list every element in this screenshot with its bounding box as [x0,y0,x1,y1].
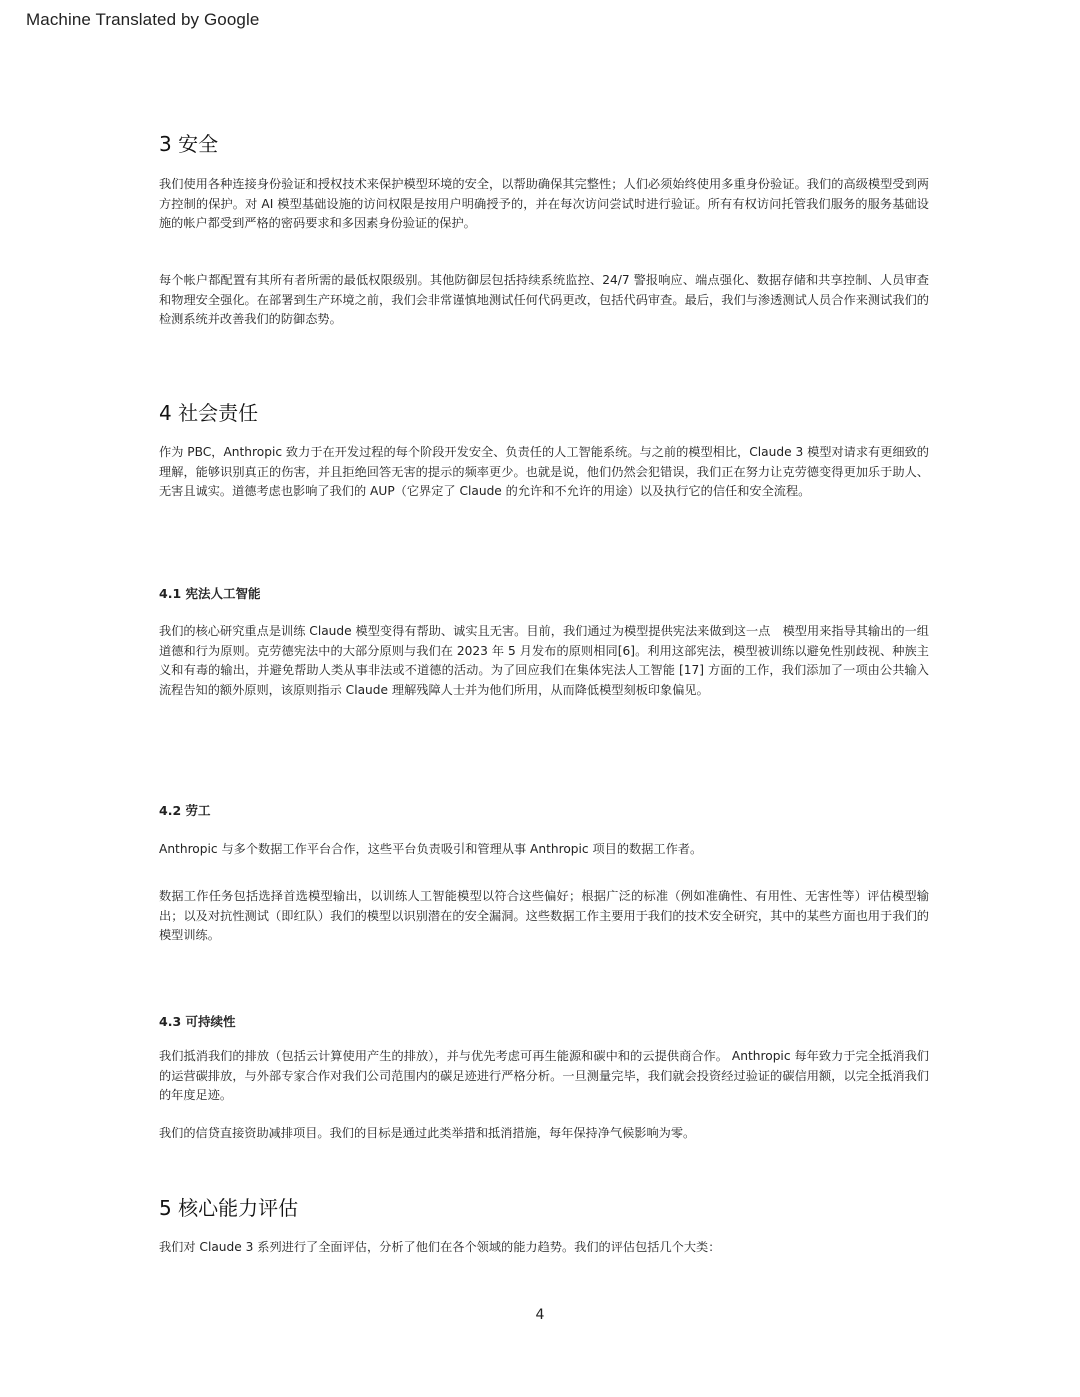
section-4-paragraph-1: 作为 PBC，Anthropic 致力于在开发过程的每个阶段开发安全、负责任的人工智能系统。与之前的模型相比，Claude 3 模型对请求有更细致的理解，能够识别真正的伤害，并且拒绝回答无害的提示的频率更少。也就是说，他们仍然会犯错误，我们正在努力让克劳德变得更加乐于助人、无害且诚实。道德考虑也影响了我们的 AUP（它界定了 Claude 的允许和不允许的用途）以及执行它的信任和安全流程。 [159,445,929,498]
section-3-paragraph-1: 我们使用各种连接身份验证和授权技术来保护模型环境的安全，以帮助确保其完整性；人们必须始终使用多重身份验证。我们的高级模型受到两方控制的保护。对 AI 模型基础设施的访问权限是按用户明确授予的，并在每次访问尝试时进行验证。所有有权访问托管我们服务的服务基础设施的帐户都受到严格的密码要求和多因素身份验证的保护。 [159,177,929,230]
section-4-2-paragraph-2: 数据工作任务包括选择首选模型输出，以训练人工智能模型以符合这些偏好；根据广泛的标准（例如准确性、有用性、无害性等）评估模型输出；以及对抗性测试（即红队）我们的模型以识别潜在的安全漏洞。这些数据工作主要用于我们的技术安全研究，其中的某些方面也用于我们的模型训练。 [159,889,929,942]
section-5-heading: 5 核心能力评估 [159,1196,299,1220]
section-4-2-heading: 4.2 劳工 [159,803,211,818]
section-4-heading: 4 社会责任 [159,401,259,425]
section-4-1-heading: 4.1 宪法人工智能 [159,586,261,601]
section-5-paragraph-1: 我们对 Claude 3 系列进行了全面评估，分析了他们在各个领域的能力趋势。我们的评估包括几个大类： [159,1240,721,1254]
machine-translation-banner: Machine Translated by Google [26,10,260,29]
section-4-3-paragraph-2: 我们的信贷直接资助减排项目。我们的目标是通过此类举措和抵消措施，每年保持净气候影响为零。 [159,1126,696,1140]
section-4-3-paragraph-1: 我们抵消我们的排放（包括云计算使用产生的排放），并与优先考虑可再生能源和碳中和的云提供商合作。 Anthropic 每年致力于完全抵消我们的运营碳排放，与外部专家合作对我们公司范围内的碳足迹进行严格分析。一旦测量完毕，我们就会投资经过验证的碳信用额，以完全抵消我们的年度足迹。 [159,1049,929,1102]
section-3-heading: 3 安全 [159,132,219,156]
section-4-1-paragraph-1: 我们的核心研究重点是训练 Claude 模型变得有帮助、诚实且无害。目前，我们通过为模型提供宪法来做到这一点 模型用来指导其输出的一组道德和行为原则。克劳德宪法中的大部分原则与我们在 2023 年 5 月发布的原则相同[6]。利用这部宪法，模型被训练以避免性别歧视、种族主义和有毒的输出，并避免帮助人类从事非法或不道德的活动。为了回应我们在集体宪法人工智能 [17] 方面的工作，我们添加了一项由公共输入流程告知的额外原则，该原则指示 Claude 理解残障人士并为他们所用，从而降低模型刻板印象偏见。 [159,624,929,697]
page-number: 4 [535,1307,545,1323]
section-3-paragraph-2: 每个帐户都配置有其所有者所需的最低权限级别。其他防御层包括持续系统监控、24/7 警报响应、端点强化、数据存储和共享控制、人员审查和物理安全强化。在部署到生产环境之前，我们会非常谨慎地测试任何代码更改，包括代码审查。最后，我们与渗透测试人员合作来测试我们的检测系统并改善我们的防御态势。 [159,273,929,326]
section-4-2-paragraph-1: Anthropic 与多个数据工作平台合作，这些平台负责吸引和管理从事 Anthropic 项目的数据工作者。 [159,842,703,856]
section-4-3-heading: 4.3 可持续性 [159,1014,236,1029]
